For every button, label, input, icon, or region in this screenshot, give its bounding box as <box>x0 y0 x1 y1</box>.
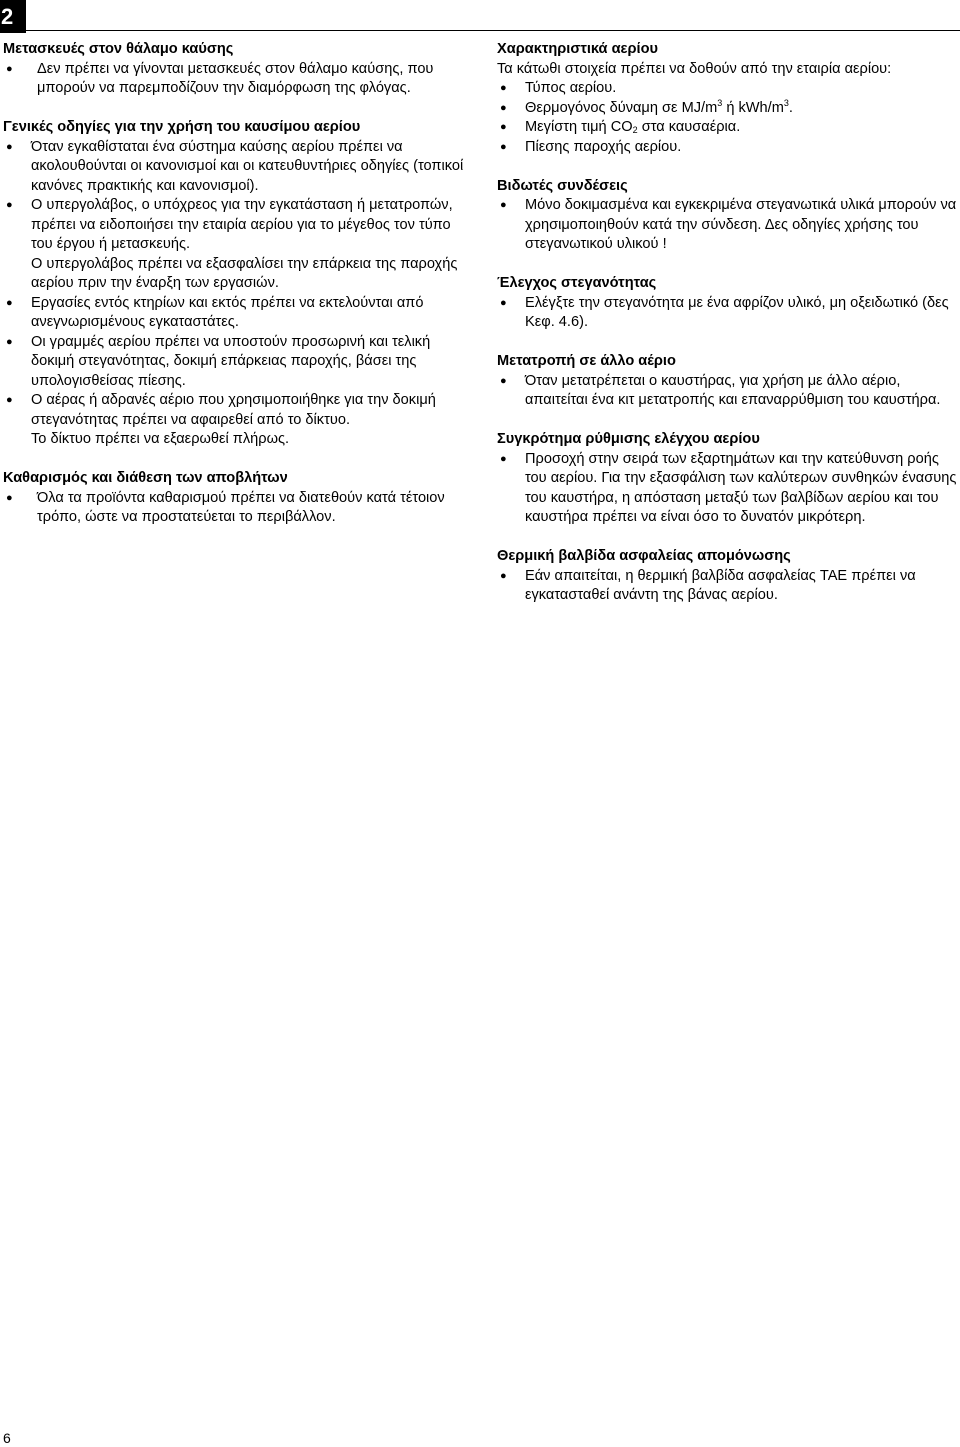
section-heading: Χαρακτηριστικά αερίου <box>497 41 658 57</box>
text-part: Μεγίστη τιμή CO <box>525 119 633 135</box>
bullet-list <box>3 294 465 431</box>
bullet-list <box>3 60 465 99</box>
list-item <box>497 294 957 333</box>
bullet-icon: ● <box>500 199 507 211</box>
section-waste-disposal <box>3 469 465 528</box>
section-gas-characteristics <box>497 40 957 157</box>
page-number: 6 <box>3 1430 11 1446</box>
left-column <box>3 40 465 528</box>
section-gas-usage <box>3 118 465 450</box>
section-heading: Καθαρισμός και διάθεση των αποβλήτων <box>3 470 288 486</box>
list-item <box>3 294 465 333</box>
list-item <box>3 333 465 392</box>
list-item <box>497 372 957 411</box>
list-item <box>497 196 957 255</box>
text-part: ή kWh/m <box>722 99 784 116</box>
section-heading: Συγκρότημα ρύθμισης ελέγχου αερίου <box>497 431 760 447</box>
superscript: 3 <box>783 97 789 108</box>
list-item-text: Πίεσης παροχής αερίου. <box>525 138 682 155</box>
bullet-icon: ● <box>6 199 13 211</box>
section-thermal-valve <box>497 547 957 606</box>
bullet-list <box>497 196 957 255</box>
superscript: 3 <box>717 97 723 108</box>
list-item-continuation: Ο υπεργολάβος πρέπει να εξασφαλίσει την επάρκεια της παροχής αερίου πριν την έναρξη των εργασιών. <box>31 255 458 291</box>
list-item <box>3 391 465 430</box>
bullet-list <box>497 567 957 606</box>
list-item-text: Ελέγξτε την στεγανότητα με ένα αφρίζον υλικό, μη οξειδωτικό (δες Κεφ. 4.6). <box>525 294 949 330</box>
list-item-text: Μόνο δοκιμασμένα και εγκεκριμένα στεγανωτικά υλικά μπορούν να χρησιμοποιηθούν κατά την σύνδεση. Δες οδηγίες χρήσης του στεγανωτικού υλικού ! <box>525 197 957 252</box>
bullet-icon: ● <box>6 296 13 309</box>
list-item-text: Όλα τα προϊόντα καθαρισμού πρέπει να διατεθούν κατά τέτοιον τρόπο, ώστε να προστατεύεται το περιβάλλον. <box>37 489 445 525</box>
bullet-icon: ● <box>500 296 507 309</box>
bullet-list <box>497 79 957 157</box>
list-item-text: Όταν μετατρέπεται ο καυστήρας, για χρήση με άλλο αέριο, απαιτείται ένα κιτ μετατροπής και επαναρρύθμιση του καυστήρα. <box>525 372 941 408</box>
bullet-icon: ● <box>500 140 507 153</box>
text-part: Θερμογόνος δύναμη σε MJ/m <box>525 99 718 116</box>
section-leak-test <box>497 274 957 333</box>
section-gas-conversion <box>497 352 957 411</box>
list-item-text: Προσοχή στην σειρά των εξαρτημάτων και την κατεύθυνση ροής του αερίου. Για την εξασφάλιση των καλύτερων συνθηκών ένασυης του καυστήρα, η απόσταση μεταξύ των βαλβίδων αερίου και του καυστήρα πρέπει να είναι όσο το δυνατόν μικρότερη. <box>525 450 957 525</box>
section-gas-control-assembly <box>497 430 957 528</box>
list-item-text: Ο αέρας ή αδρανές αέριο που χρησιμοποιήθηκε για την δοκιμή στεγανότητας πρέπει να αφαιρεθεί από το δίκτυο. <box>31 392 436 428</box>
list-item <box>497 99 957 119</box>
bullet-list <box>497 294 957 333</box>
list-item-text <box>525 97 793 116</box>
text-part: στα καυσαέρια. <box>637 119 741 135</box>
bullet-icon: ● <box>500 452 507 465</box>
bullet-icon: ● <box>6 140 13 153</box>
section-number-badge: 2 <box>0 0 26 33</box>
list-item <box>497 118 957 138</box>
section-threaded-connections <box>497 177 957 255</box>
list-item <box>497 450 957 528</box>
bullet-icon: ● <box>500 374 507 387</box>
header-rule <box>26 30 960 31</box>
section-heading: Θερμική βαλβίδα ασφαλείας απομόνωσης <box>497 548 791 564</box>
section-heading: Βιδωτές συνδέσεις <box>497 177 628 194</box>
list-item-text: Τύπος αερίου. <box>525 80 617 96</box>
list-item <box>3 60 465 99</box>
text-part: . <box>788 99 793 116</box>
bullet-list <box>497 450 957 528</box>
section-combustion-chamber <box>3 40 465 99</box>
section-heading: Μετασκευές στον θάλαμο καύσης <box>3 41 234 57</box>
list-item <box>3 489 465 528</box>
bullet-icon: ● <box>500 569 507 582</box>
bullet-icon: ● <box>500 121 507 133</box>
list-item <box>3 138 465 197</box>
bullet-icon: ● <box>6 394 13 406</box>
section-heading: Έλεγχος στεγανότητας <box>497 275 657 291</box>
bullet-icon: ● <box>500 82 507 94</box>
list-item <box>497 138 957 158</box>
list-item-text: Εργασίες εντός κτηρίων και εκτός πρέπει να εκτελούνται από ανεγνωρισμένους εγκαταστάτες. <box>31 294 424 330</box>
subscript: 2 <box>632 125 638 135</box>
bullet-icon: ● <box>500 101 507 114</box>
list-item-text: Οι γραμμές αερίου πρέπει να υποστούν προσωρινή και τελική δοκιμή στεγανότητας, δοκιμή επάρκειας παροχής, βάσει της υπολογισθείσας πίεσης. <box>31 333 431 389</box>
section-heading: Γενικές οδηγίες για την χρήση του καυσίμου αερίου <box>3 119 361 135</box>
list-item-text: Εάν απαιτείται, η θερμική βαλβίδα ασφαλείας TAE πρέπει να εγκατασταθεί ανάντη της βάνας αερίου. <box>525 567 916 603</box>
list-item-text: Δεν πρέπει να γίνονται μετασκευές στον θάλαμο καύσης, που μπορούν να παρεμποδίζουν την διαμόρφωση της φλόγας. <box>37 60 434 96</box>
list-item <box>497 567 957 606</box>
list-item-text: Όταν εγκαθίσταται ένα σύστημα καύσης αερίου πρέπει να ακολουθούνται οι κανονισμοί και οι κατευθυντήριες οδηγίες (τοπικοί κανόνες πρακτικής και κανονισμοί). <box>31 138 464 194</box>
list-item <box>3 196 465 255</box>
bullet-list <box>3 489 465 528</box>
bullet-icon: ● <box>6 491 13 504</box>
list-item <box>497 79 957 99</box>
list-item-continuation: Το δίκτυο πρέπει να εξαερωθεί πλήρως. <box>31 431 290 447</box>
bullet-icon: ● <box>6 335 13 348</box>
section-heading: Μετατροπή σε άλλο αέριο <box>497 353 676 369</box>
bullet-icon: ● <box>6 62 13 75</box>
right-column <box>497 40 957 606</box>
bullet-list <box>497 372 957 411</box>
list-item-text: Ο υπεργολάβος, ο υπόχρεος για την εγκατάσταση ή μετατροπών, πρέπει να ειδοποιήσει την εταιρία αερίου για το μέγεθος τον τύπο του έργου ή μετασκευής. <box>31 197 453 252</box>
bullet-list <box>3 138 465 255</box>
section-intro: Τα κάτωθι στοιχεία πρέπει να δοθούν από την εταιρία αερίου: <box>497 60 892 77</box>
list-item-text <box>525 119 740 135</box>
